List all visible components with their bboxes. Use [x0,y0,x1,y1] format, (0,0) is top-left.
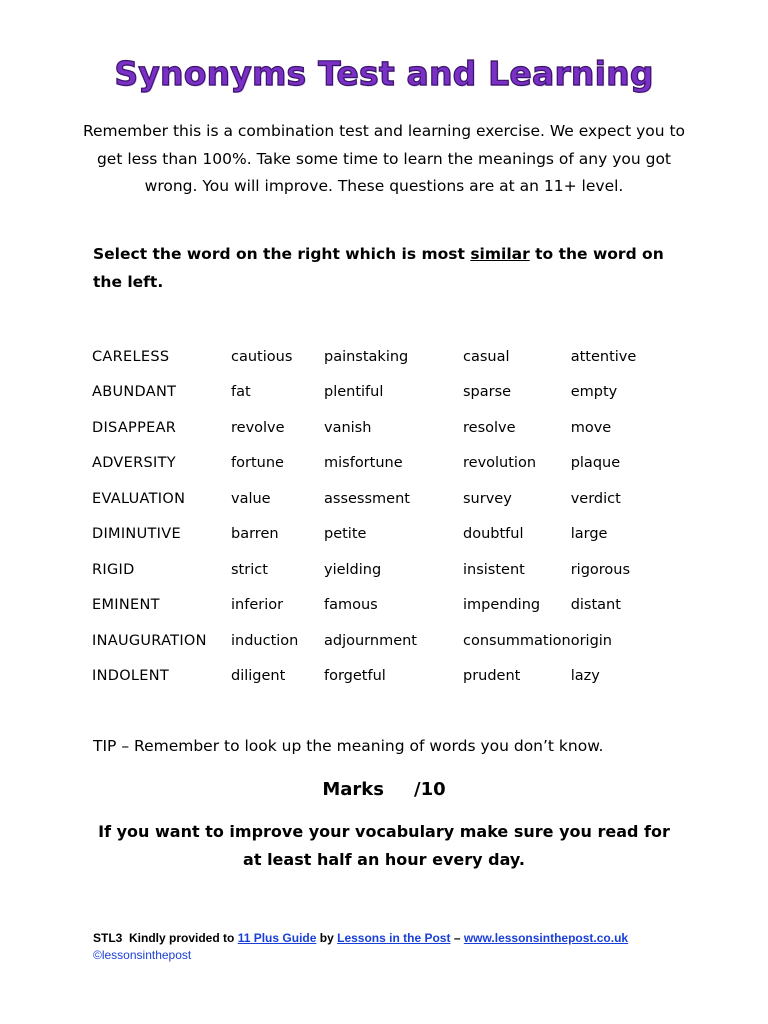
option[interactable]: resolve [463,419,516,436]
table-row [92,410,671,446]
footer-kindly: Kindly provided to [129,931,235,945]
marks-line [0,779,768,800]
link-lessons-in-the-post[interactable]: Lessons in the Post [337,931,451,945]
synonym-table [92,339,671,694]
instruction-before: Select the word on the right which is most [93,245,471,263]
option[interactable]: prudent [463,668,521,685]
footer-dash: – [453,931,461,945]
marks-total: /10 [414,779,446,800]
table-row [92,481,671,517]
option[interactable]: value [231,490,271,507]
option[interactable]: adjournment [324,632,417,649]
option[interactable]: famous [324,597,378,614]
advice-text [80,818,688,874]
table-row [92,517,671,553]
table-row [92,446,671,482]
advice-line-2: at least half an hour every day. [243,850,525,869]
instruction-after: to the word on the left. [93,245,664,291]
keyword: EMINENT [92,597,160,614]
option[interactable]: yielding [324,561,382,578]
option[interactable]: strict [231,561,268,578]
footer-credit-line [93,930,713,947]
table-row [92,659,671,695]
instruction-text [93,240,673,296]
option[interactable]: move [570,419,612,436]
option[interactable]: lazy [570,668,600,685]
option[interactable]: painstaking [324,348,409,365]
option[interactable]: diligent [231,668,286,685]
table-row [92,339,671,375]
option[interactable]: inferior [231,597,284,614]
option[interactable]: survey [463,490,512,507]
footer [93,930,713,964]
option[interactable]: fat [231,384,251,401]
keyword: ADVERSITY [92,455,176,472]
advice-line-1: If you want to improve your vocabulary make sure you read for [98,822,670,841]
option[interactable]: sparse [463,384,512,401]
table-row [92,588,671,624]
option[interactable]: forgetful [324,668,386,685]
option[interactable]: large [570,526,608,543]
option[interactable]: insistent [463,561,525,578]
option[interactable]: revolve [231,419,285,436]
page-title: Synonyms Test and Learning [114,54,654,93]
link-website[interactable]: www.lessonsinthepost.co.uk [463,931,629,945]
option[interactable]: impending [463,597,541,614]
option[interactable]: empty [570,384,618,401]
option[interactable]: rigorous [570,561,631,578]
keyword: DIMINUTIVE [92,526,181,543]
table-row [92,552,671,588]
footer-copyright: ©lessonsinthepost [93,948,192,962]
tip-text: TIP – Remember to look up the meaning of words you don’t know. [93,737,604,755]
table-row [92,623,671,659]
marks-label: Marks [322,779,384,800]
option[interactable]: consummation [463,632,571,649]
option[interactable]: misfortune [324,455,403,472]
option[interactable]: casual [463,348,510,365]
option[interactable]: barren [231,526,279,543]
option[interactable]: assessment [324,490,410,507]
option[interactable]: origin [570,632,612,649]
instruction-underlined: similar [470,245,530,263]
option[interactable]: plaque [570,455,621,472]
keyword: ABUNDANT [92,384,177,401]
keyword: DISAPPEAR [92,419,177,436]
option[interactable]: plentiful [324,384,384,401]
option[interactable]: attentive [570,348,637,365]
link-11-plus-guide[interactable]: 11 Plus Guide [237,931,317,945]
keyword: EVALUATION [92,490,186,507]
option[interactable]: induction [231,632,299,649]
option[interactable]: vanish [324,419,372,436]
option[interactable]: fortune [231,455,284,472]
option[interactable]: verdict [570,490,621,507]
footer-code: STL3 [93,931,123,945]
option[interactable]: revolution [463,455,537,472]
keyword: RIGID [92,561,135,578]
option[interactable]: petite [324,526,367,543]
keyword: CARELESS [92,348,170,365]
option[interactable]: doubtful [463,526,524,543]
intro-paragraph: Remember this is a combination test and learning exercise. We expect you to get less than 100%. Take some time to learn the meanings of any you got wrong. You will improve. These questions are at an 11+ level. [82,122,686,195]
keyword: INDOLENT [92,668,170,685]
option[interactable]: cautious [231,348,293,365]
keyword: INAUGURATION [92,632,207,649]
option[interactable]: distant [570,597,621,614]
footer-by: by [319,931,334,945]
table-row [92,375,671,411]
